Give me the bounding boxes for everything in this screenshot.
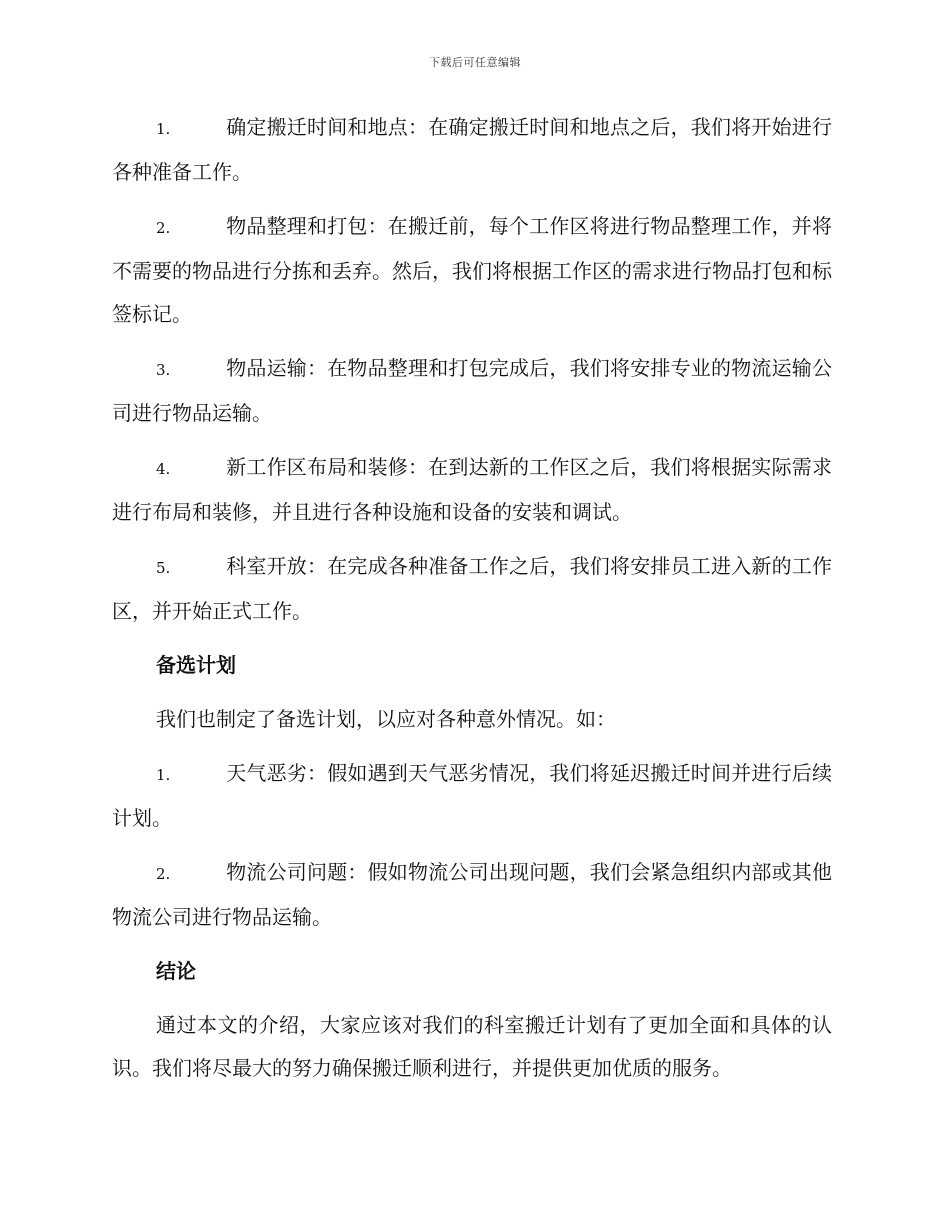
- page-header: 下载后可任意编辑: [429, 56, 521, 69]
- list-item-text: 天气恶劣：假如遇到天气恶劣情况，我们将延迟搬迁时间并进行后续计划。: [112, 761, 832, 830]
- list-number: 4.: [156, 460, 171, 478]
- list-item-text: 新工作区布局和装修：在到达新的工作区之后，我们将根据实际需求进行布局和装修，并且进行各种设施和设备的安装和调试。: [112, 455, 832, 524]
- backup-item-2: [112, 851, 832, 939]
- backup-plan-intro: 我们也制定了备选计划，以应对各种意外情况。如：: [156, 707, 616, 731]
- list-item-text: 确定搬迁时间和地点：在确定搬迁时间和地点之后，我们将开始进行各种准备工作。: [112, 115, 832, 184]
- backup-item-1: [112, 752, 832, 840]
- conclusion-text: 通过本文的介绍，大家应该对我们的科室搬迁计划有了更加全面和具体的认识。我们将尽最大的努力确保搬迁顺利进行，并提供更加优质的服务。: [112, 1013, 832, 1080]
- step-item-1: [112, 106, 832, 194]
- document-body: [112, 106, 832, 1101]
- list-item-text: 科室开放：在完成各种准备工作之后，我们将安排员工进入新的工作区，并开始正式工作。: [112, 554, 832, 623]
- list-number: 2.: [156, 219, 171, 237]
- list-item-text: 物品整理和打包：在搬迁前，每个工作区将进行物品整理工作，并将不需要的物品进行分拣和丢弃。然后，我们将根据工作区的需求进行物品打包和标签标记。: [112, 214, 832, 326]
- list-number: 1.: [156, 766, 171, 784]
- conclusion-heading: 结论: [156, 959, 196, 983]
- step-item-5: [112, 545, 832, 633]
- list-number: 3.: [156, 361, 171, 379]
- step-item-2: [112, 205, 832, 336]
- list-item-text: 物品运输：在物品整理和打包完成后，我们将安排专业的物流运输公司进行物品运输。: [112, 356, 832, 425]
- list-item-text: 物流公司问题：假如物流公司出现问题，我们会紧急组织内部或其他物流公司进行物品运输。: [112, 860, 832, 929]
- list-number: 1.: [156, 120, 171, 138]
- list-number: 5.: [156, 559, 171, 577]
- backup-plan-heading: 备选计划: [156, 653, 236, 677]
- list-number: 2.: [156, 865, 171, 883]
- step-item-4: [112, 446, 832, 534]
- step-item-3: [112, 347, 832, 435]
